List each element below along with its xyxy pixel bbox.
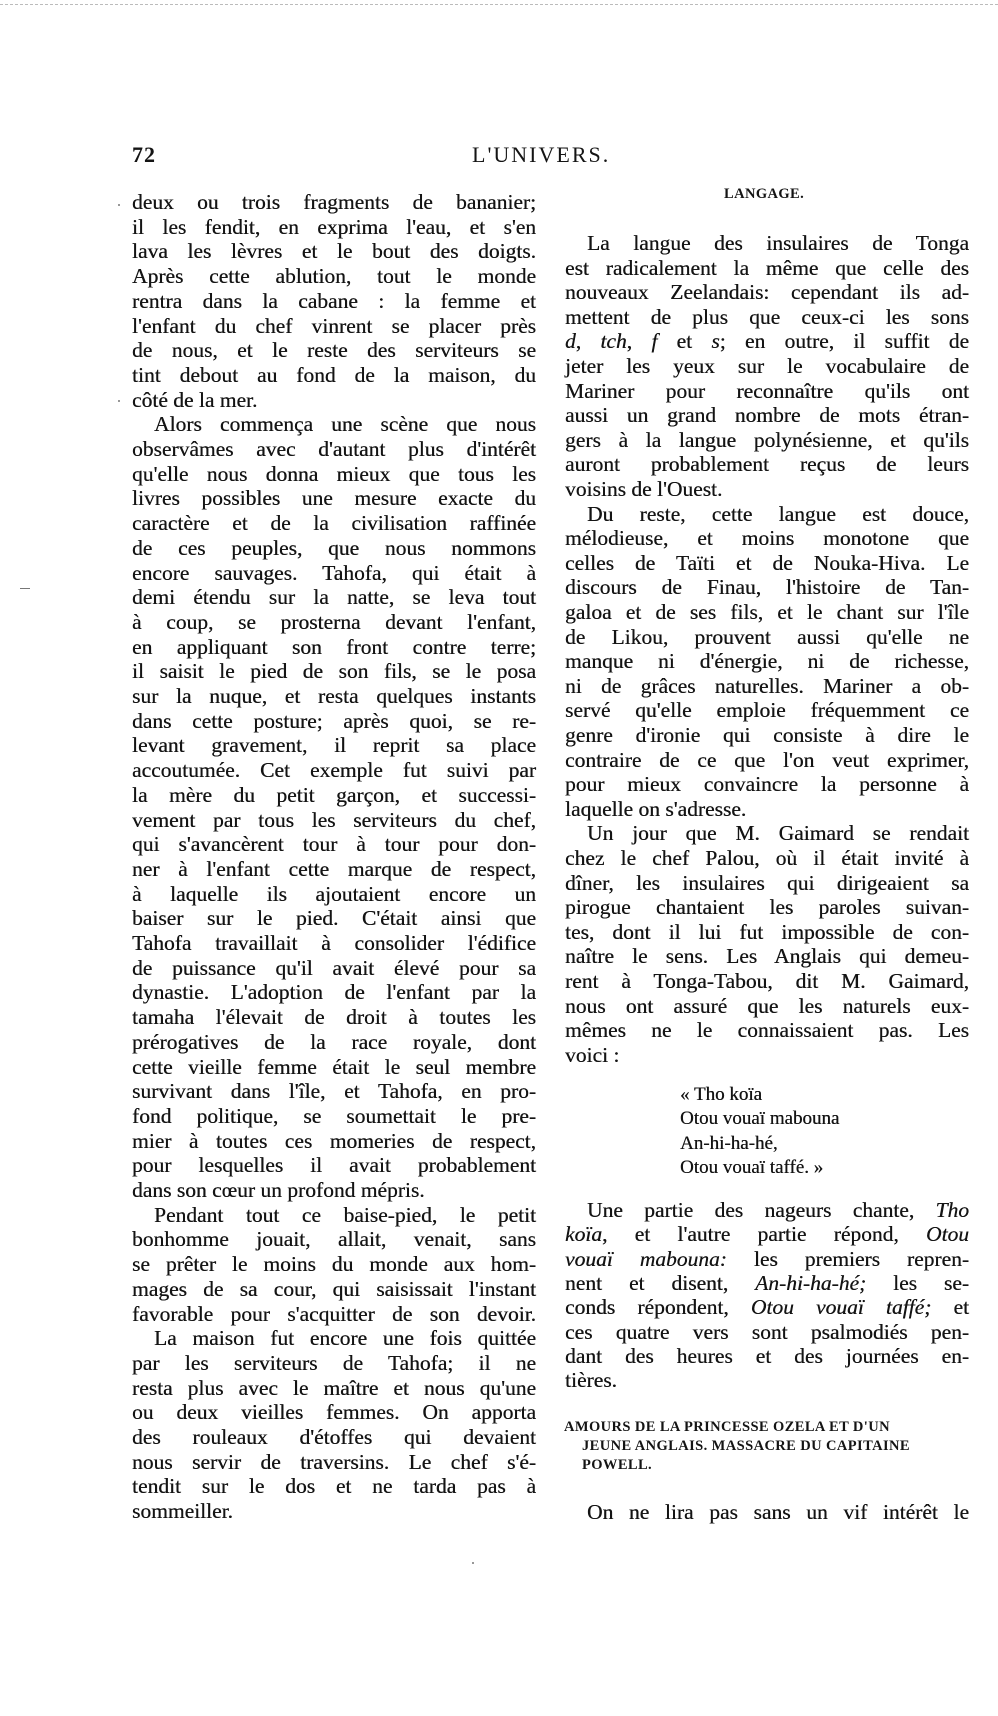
right-column-line [565,1222,969,1246]
text-run: les premiers repren- [726,1246,969,1271]
left-column-line: favorable pour s'acquitter de son devoir. [132,1301,536,1326]
right-column-line: servé qu'elle emploie fréquemment ce [565,698,969,723]
right-column-line: pour mieux convaincre la personne à [565,772,969,797]
text-run: , et l'autre partie répond, [602,1222,926,1247]
left-column-line: de ces peuples, que nous nommons [132,535,536,560]
left-column-line: qu'elle nous donna mieux que tous les [132,461,536,486]
right-column-line: On ne lira pas sans un vif intérêt le [587,1500,969,1524]
right-column-line: gers à la langue polynésienne, et qu'ils [565,427,969,452]
right-column-line: celles de Taïti et de Nouka-Hiva. Le [565,550,969,575]
left-column-line: se prêter le moins du monde aux hom- [132,1252,536,1277]
left-column-line: la mère du petit garçon, et successi- [132,782,536,807]
italic-text: Otou vouaï taffé; [750,1295,932,1320]
left-column-line: demi étendu sur la natte, se leva tout [132,585,536,610]
left-column-line: mages de sa cour, qui saisissait l'instant [132,1276,536,1301]
right-column-line: La langue des insulaires de Tonga [587,231,969,255]
right-column-line: galoa et de ses fils, et le chant sur l'île [565,600,969,624]
italic-text: d [565,329,576,354]
right-column-line: laquelle on s'adresse. [565,796,747,821]
right-column-line: pirogue chantaient les paroles suivan- [565,895,969,920]
left-column-line: La maison fut encore une fois quittée [154,1326,536,1351]
left-column-line: dans son cœur un profond mépris. [132,1178,425,1202]
left-column-line: levant gravement, il reprit sa place [132,733,536,758]
left-column-line: de puissance qu'il avait élevé pour sa [132,955,536,980]
left-column-line: caractère et de la civilisation raffinée [132,511,536,536]
left-column-line: encore sauvages. Tahofa, qui était à [132,560,536,585]
right-column-line: jeter les yeux sur le vocabulaire de [565,354,969,378]
right-column-line: mêmes ne le connaissaient pas. Les [565,1018,969,1043]
right-column-line: genre d'ironie qui consiste à dire le [565,723,969,747]
left-column-line: tamaha l'élevait de droit à toutes les [132,1005,536,1030]
text-run: nent et disent, [565,1270,756,1295]
left-column-line: tendit sur le dos et ne tarda pas à [132,1474,536,1499]
italic-text: f [651,329,658,354]
left-column-line: à laquelle ils ajoutaient encore un [132,881,536,906]
left-column-line: sur la nuque, et resta quelques instants [132,684,536,708]
text-run: ; en outre, il suffit de [719,329,970,354]
right-column-line [565,1271,969,1295]
left-column-line: ner à l'enfant cette marque de respect, [132,856,536,881]
left-column-line: survivant dans l'île, et Tahofa, en pro- [132,1079,536,1104]
left-column-line: resta plus avec le maître et nous qu'une [132,1375,536,1400]
left-column-line: accoutumée. Cet exemple fut suivi par [132,758,536,783]
verse-line: Otou vouaï taffé. » [680,1156,824,1178]
right-column-line: Mariner pour reconnaître qu'ils ont [565,378,969,403]
right-column-line: rent à Tonga-Tabou, dit M. Gaimard, [565,969,969,993]
verse-line: An-hi-ha-hé, [680,1132,778,1154]
text-run: les se- [866,1270,970,1295]
right-column-line: mélodieuse, et moins monotone que [565,526,969,551]
italic-text: vouaï mabouna: [565,1246,727,1271]
left-column-line: prérogatives de la race royale, dont [132,1029,536,1054]
right-column-line: ces quatre vers sont psalmodiés pen- [565,1319,969,1344]
left-column-line: Après cette ablution, tout le monde [132,264,536,289]
left-column-line: rentra dans la cabane : la femme et [132,288,536,313]
left-column-line: vement par tous les serviteurs du chef, [132,807,536,832]
left-column-line: qui s'avancèrent tour à tour pour don- [132,832,536,857]
section-heading-amours-line-3: POWELL. [582,1457,653,1473]
left-column-line: nous servir de traversins. Le chef s'é- [132,1449,536,1474]
left-column-line: lava les lèvres et le bout des doigts. [132,239,536,264]
left-column-line: Tahofa travaillait à consolider l'édifice [132,931,536,955]
right-column-line: tières. [565,1368,617,1393]
left-column-line: observâmes avec d'autant plus d'intérêt [132,437,536,461]
left-column-line: cette vieille femme était le seul membre [132,1054,536,1079]
right-column-line: ni de grâces naturelles. Mariner a ob- [565,673,969,698]
left-column-line: ou deux vieilles femmes. On apporta [132,1400,536,1425]
left-column-line: de nous, et le reste des serviteurs se [132,338,536,363]
left-column-line: livres possibles une mesure exacte du [132,486,536,511]
right-column-line [565,1295,969,1319]
text-run: Une partie des nageurs chante, [587,1198,936,1222]
left-column-line: Alors commença une scène que nous [154,412,536,437]
text-run: et [657,329,712,354]
right-column-line: Du reste, cette langue est douce, [587,501,969,526]
text-run: , [626,329,652,354]
italic-text: s [711,329,720,354]
scan-speck [472,1562,474,1564]
left-column-line: mier à toutes ces momeries de respect, [132,1128,536,1153]
left-column-line: il les fendit, en exprima l'eau, et s'en [132,214,536,239]
left-column-line: bonhomme jouait, allait, venait, sans [132,1227,536,1252]
left-column-line: tint debout au fond de la maison, du [132,362,536,387]
left-column-line: sommeiller. [132,1499,233,1524]
scan-artifact-line [0,4,998,5]
right-column-line [565,329,969,353]
italic-text: An-hi-ha-hé; [755,1270,867,1295]
right-column-line: naître le sens. Les Anglais qui demeu- [565,944,969,969]
right-column-line: mettent de plus que ceux-ci les sons [565,304,969,329]
page-number: 72 [132,142,156,167]
left-column-line: en appliquant son front contre terre; [132,634,536,659]
section-heading-langage: LANGAGE. [724,186,805,202]
scan-speck [20,588,30,589]
right-column-line: voici : [565,1042,620,1067]
right-column-line: discours de Finau, l'histoire de Tan- [565,575,969,600]
right-column-line [565,1198,969,1222]
left-column-line: dynastie. L'adoption de l'enfant par la [132,980,536,1005]
right-column-line: chez le chef Palou, où il était invité à [565,846,969,870]
verse-line: Otou vouaï mabouna [680,1108,840,1130]
right-column-line: contraire de ce que l'on veut exprimer, [565,747,969,772]
italic-text: tch [600,329,627,354]
right-column-line: nous ont assuré que les naturels eux- [565,993,969,1018]
italic-text: Otou [926,1222,969,1247]
left-column-line: à coup, se prosterna devant l'enfant, [132,609,536,634]
text-run: et [931,1295,969,1320]
left-column-line: fond politique, se soumettait le pre- [132,1103,536,1128]
left-column-line: des rouleaux d'étoffes qui devaient [132,1425,536,1449]
right-column-line: aussi un grand nombre de mots étran- [565,403,969,428]
text-run: , [575,329,601,354]
right-column-line [565,1247,969,1271]
section-heading-amours-line-1: AMOURS DE LA PRINCESSE OZELA ET D'UN [564,1419,890,1435]
running-title: L'UNIVERS. [472,142,611,167]
right-column-line: Un jour que M. Gaimard se rendait [587,821,969,846]
text-run: conds répondent, [565,1295,751,1320]
left-column-line: il saisit le pied de son fils, se le posa [132,659,536,684]
italic-text: koïa [565,1222,603,1247]
right-column-line: dîner, les insulaires qui dirigeaient sa [565,870,969,895]
italic-text: Tho [935,1198,969,1222]
left-column-line: Pendant tout ce baise-pied, le petit [154,1202,536,1227]
left-column-line: deux ou trois fragments de bananier; [132,190,536,214]
scan-speck [118,400,120,402]
scan-speck [118,204,120,206]
right-column-line: de Likou, prouvent aussi qu'elle ne [565,624,969,649]
left-column-line: pour lesquelles il avait probablement [132,1153,536,1178]
left-column-line: dans cette posture; après quoi, se re- [132,708,536,733]
left-column-line: par les serviteurs de Tahofa; il ne [132,1350,536,1375]
left-column-line: l'enfant du chef vinrent se placer près [132,313,536,338]
verse-line: « Tho koïa [680,1084,762,1105]
section-heading-amours-line-2: JEUNE ANGLAIS. MASSACRE DU CAPITAINE [582,1438,910,1454]
right-column-line: tes, dont il lui fut impossible de con- [565,919,969,944]
right-column-line: nouveaux Zeelandais: cependant ils ad- [565,280,969,305]
right-column-line: est radicalement la même que celle des [565,255,969,280]
left-column-line: côté de la mer. [132,387,258,412]
right-column-line: auront probablement reçus de leurs [565,452,969,477]
right-column-line: voisins de l'Ouest. [565,477,723,501]
right-column-line: manque ni d'énergie, ni de richesse, [565,649,969,674]
left-column-line: baiser sur le pied. C'était ainsi que [132,906,536,931]
right-column-line: dant des heures et des journées en- [565,1343,969,1368]
